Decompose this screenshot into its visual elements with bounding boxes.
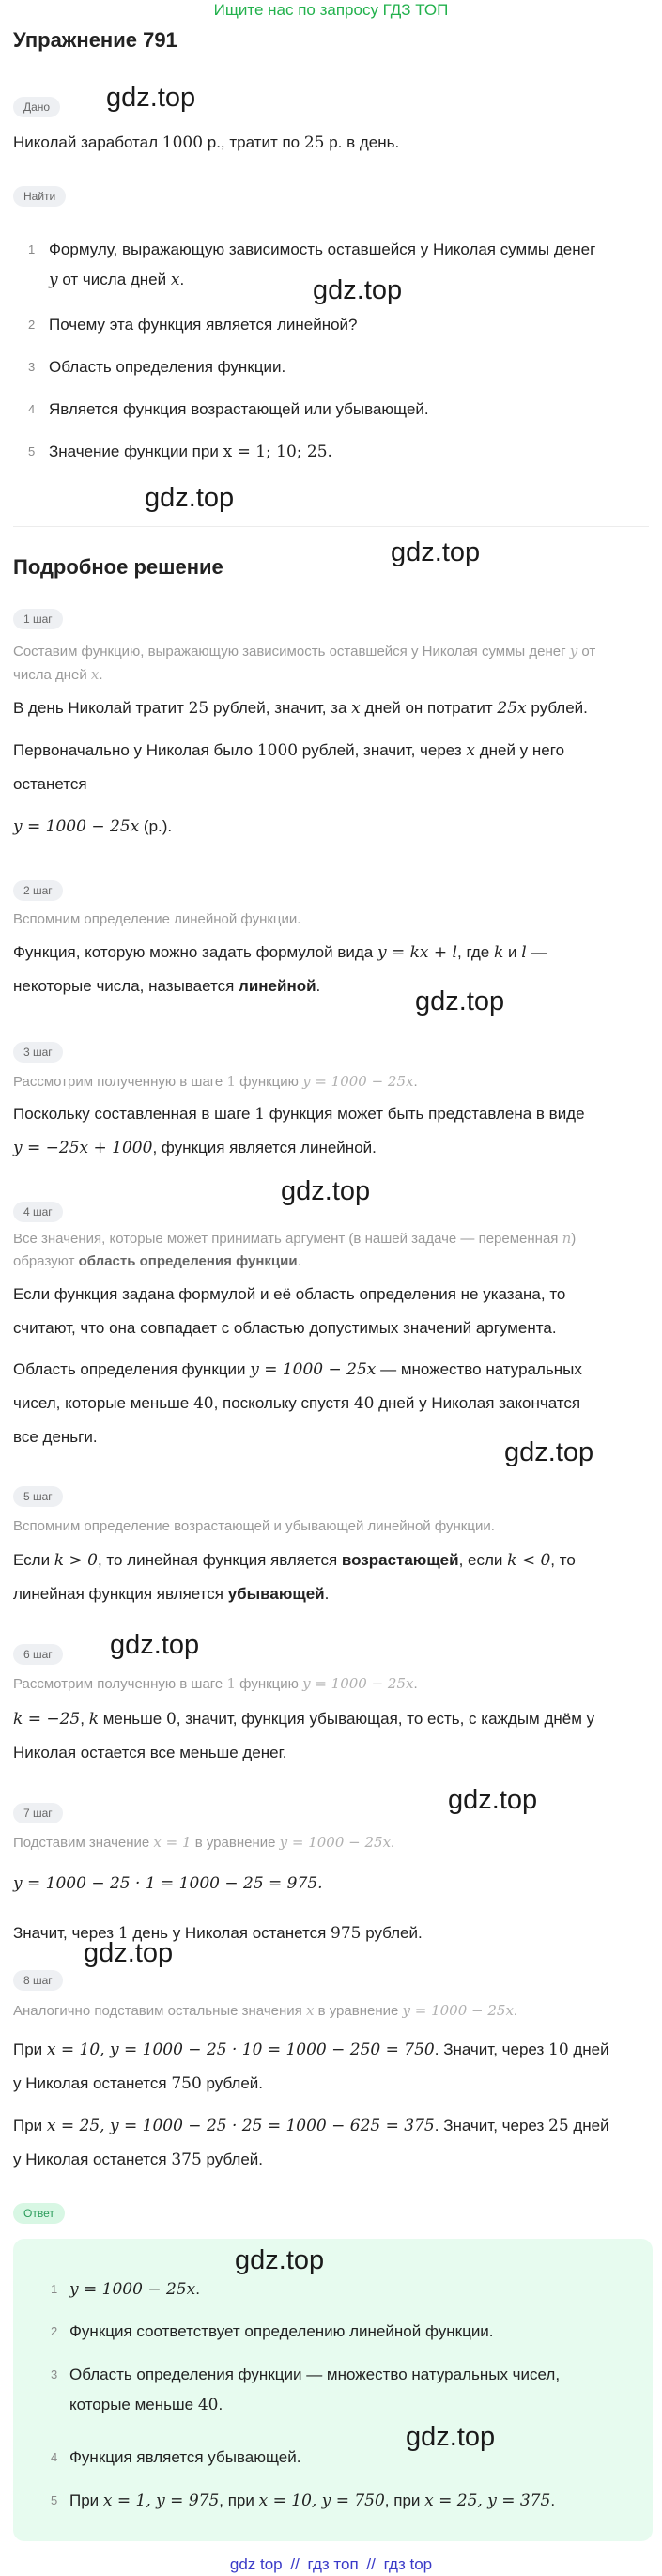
step-5-text: Если k > 0, то линейная функция является возрастающей, если k < 0, то линейная функция является убывающей. — [13, 1551, 576, 1603]
watermark: gdz.top — [448, 1785, 538, 1815]
divider — [13, 526, 649, 527]
step-3-label: 3 шаг — [13, 1042, 63, 1063]
given-text: Николай заработал 1000 р., тратит по 25 р. в день. — [13, 133, 400, 152]
step-6-hint: Рассмотрим полученную в шаге 1 функцию y = 1000 − 25x. — [13, 1675, 418, 1692]
step-1-hint: Составим функцию, выражающую зависимость оставшейся у Николая суммы денег y от числа дней x. — [13, 643, 596, 683]
page-title: Упражнение 791 — [13, 28, 177, 52]
step-1-formula: y = 1000 − 25x (р.). — [13, 817, 173, 836]
step-8-hint: Аналогично подставим остальные значения x в уравнение y = 1000 − 25x. — [13, 2002, 518, 2019]
step-8-text-1: При x = 10, y = 1000 − 25 · 10 = 1000 − 250 = 750. Значит, через 10 дней у Николая останется 750 рублей. — [13, 2041, 609, 2093]
step-8-text-2: При x = 25, y = 1000 − 25 · 25 = 1000 − 625 = 375. Значит, через 25 дней у Николая останется 375 рублей. — [13, 2117, 609, 2169]
footer-separator: // — [366, 2555, 376, 2573]
step-2-label: 2 шаг — [13, 880, 63, 901]
given-label: Дано — [13, 97, 60, 117]
step-4-text-2: Область определения функции y = 1000 − 25x — множество натуральных чисел, которые меньше 40, поскольку спустя 40 дней у Николая закончатся все деньги. — [13, 1360, 582, 1446]
watermark: gdz.top — [110, 1630, 200, 1660]
step-7-text: Значит, через 1 день у Николая останется 975 рублей. — [13, 1924, 423, 1943]
watermark: gdz.top — [391, 537, 481, 567]
find-label: Найти — [13, 186, 66, 207]
step-5-hint: Вспомним определение возрастающей и убывающей линейной функции. — [13, 1518, 495, 1534]
watermark: gdz.top — [313, 275, 403, 305]
footer-links — [0, 2555, 662, 2574]
step-1-label: 1 шаг — [13, 609, 63, 629]
step-2-hint: Вспомним определение линейной функции. — [13, 911, 301, 927]
step-3-text: Поскольку составленная в шаге 1 функция может быть представлена в виде y = −25x + 1000, функция является линейной. — [13, 1105, 585, 1157]
step-4-hint: Все значения, которые может принимать аргумент (в нашей задаче — переменная n) образуют область определения функции. — [13, 1230, 577, 1269]
step-6-label: 6 шаг — [13, 1644, 63, 1665]
watermark: gdz.top — [84, 1938, 174, 1968]
step-3-hint: Рассмотрим полученную в шаге 1 функцию y = 1000 − 25x. — [13, 1073, 418, 1090]
footer-separator: // — [290, 2555, 300, 2573]
footer-link-3[interactable]: гдз top — [383, 2555, 433, 2573]
watermark: gdz.top — [106, 83, 196, 113]
footer-link-2[interactable]: гдз топ — [307, 2555, 359, 2573]
watermark: gdz.top — [504, 1437, 594, 1467]
watermark: gdz.top — [235, 2245, 325, 2275]
step-5-label: 5 шаг — [13, 1486, 63, 1507]
step-7-label: 7 шаг — [13, 1803, 63, 1823]
watermark: gdz.top — [145, 483, 235, 513]
watermark: gdz.top — [415, 986, 505, 1016]
step-1-text-2: Первоначально у Николая было 1000 рублей, значит, через x дней у него останется — [13, 741, 565, 793]
step-1-text-1: В день Николай тратит 25 рублей, значит, за x дней он потратит 25x рублей. — [13, 699, 588, 718]
step-7-hint: Подставим значение x = 1 в уравнение y = 1000 − 25x. — [13, 1834, 395, 1851]
step-2-text: Функция, которую можно задать формулой вида y = kx + l, где k и l — некоторые числа, называется линейной. — [13, 943, 547, 995]
watermark: gdz.top — [281, 1176, 371, 1206]
step-7-formula: y = 1000 − 25 · 1 = 1000 − 25 = 975. — [13, 1874, 323, 1893]
watermark: gdz.top — [406, 2422, 496, 2452]
step-4-label: 4 шаг — [13, 1202, 63, 1222]
solution-heading: Подробное решение — [13, 555, 223, 579]
search-banner: Ищите нас по запросу ГДЗ ТОП — [213, 1, 449, 19]
footer-link-1[interactable]: gdz top — [229, 2555, 283, 2573]
step-6-text: k = −25, k меньше 0, значит, функция убывающая, то есть, с каждым днём у Николая остается все меньше денег. — [13, 1710, 595, 1761]
step-4-text-1: Если функция задана формулой и её область определения не указана, то считают, что она совпадает с областью допустимых значений аргумента. — [13, 1285, 566, 1337]
answer-label: Ответ — [13, 2203, 65, 2224]
step-8-label: 8 шаг — [13, 1970, 63, 1991]
